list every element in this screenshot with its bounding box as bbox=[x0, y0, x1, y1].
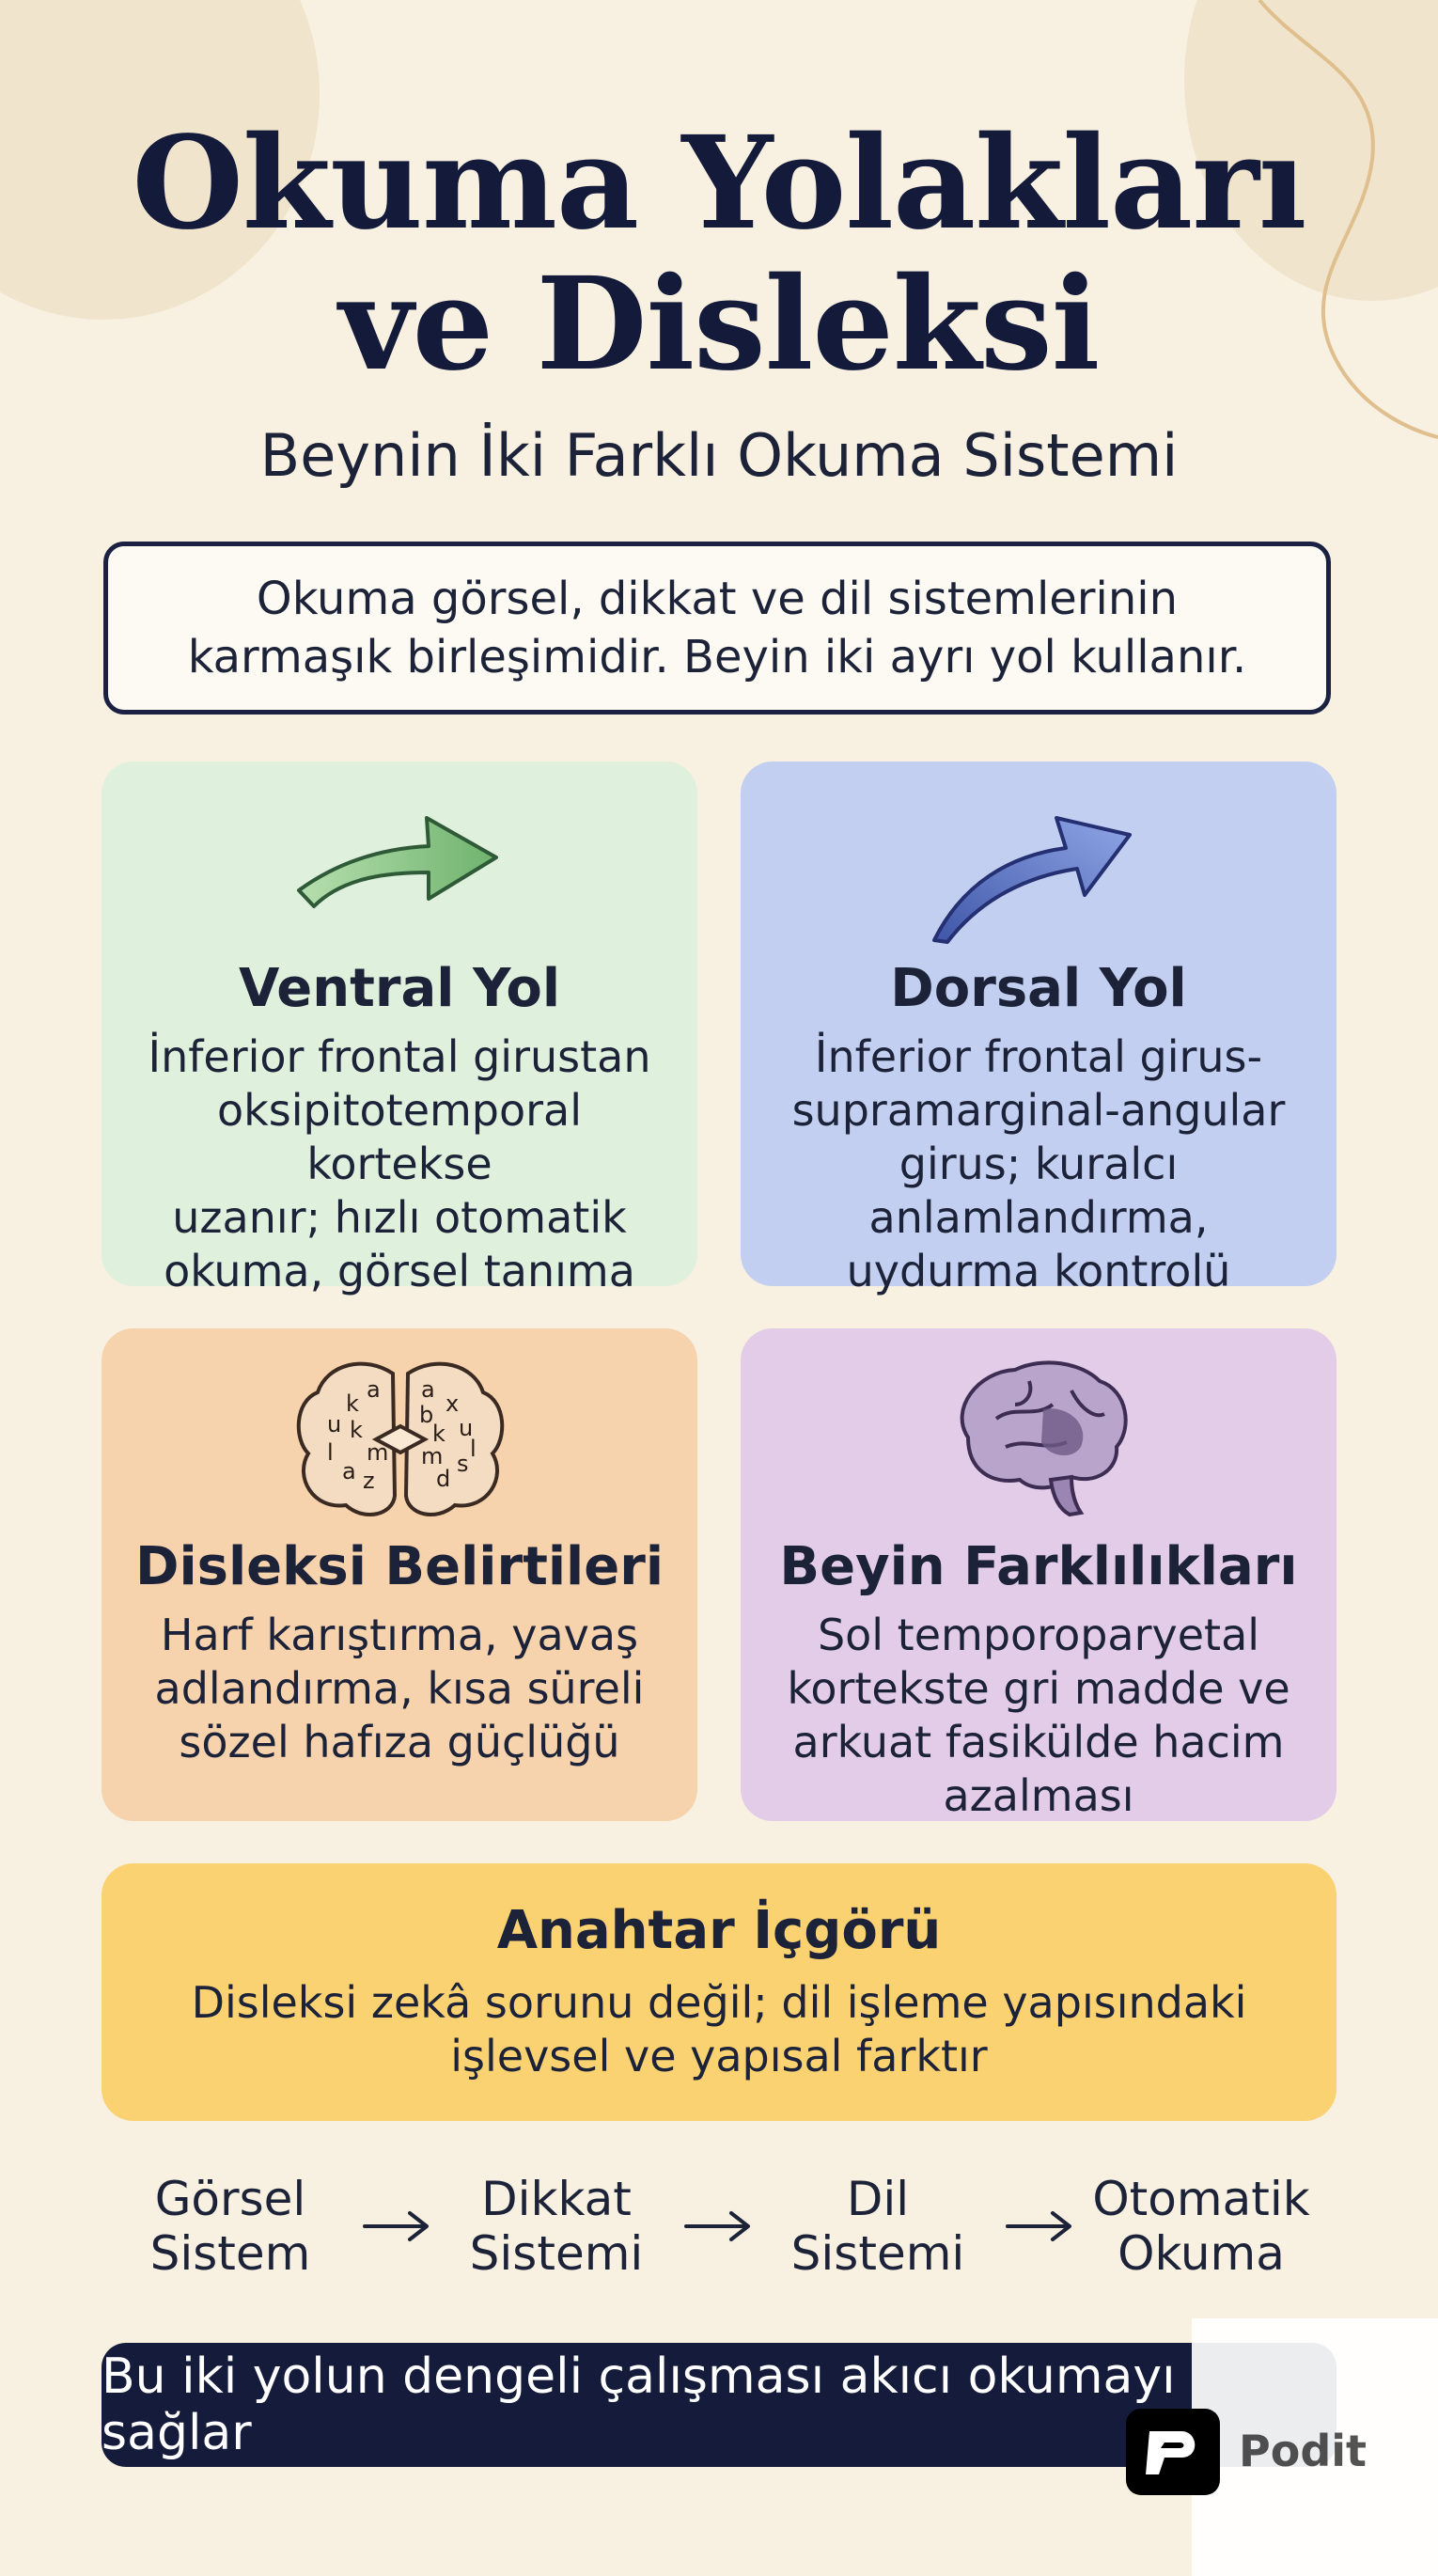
dorsal-line: İnferior frontal girus- bbox=[814, 1031, 1263, 1082]
flow-step-line: Görsel bbox=[154, 2172, 306, 2226]
key-insight-description bbox=[120, 1976, 1318, 2083]
flow-step bbox=[1060, 2172, 1342, 2281]
dorsal-line: girus; kuralcı anlamlandırma, bbox=[868, 1139, 1209, 1243]
brand-name: Podit bbox=[1239, 2426, 1368, 2476]
icon-letter: x bbox=[445, 1390, 460, 1417]
dyslexia-line: Harf karıştırma, yavaş bbox=[160, 1610, 639, 1660]
brain-icon bbox=[940, 1353, 1137, 1522]
key-insight-title: Anahtar İçgörü bbox=[496, 1900, 942, 1961]
dyslexia-symptoms-card bbox=[102, 1328, 697, 1821]
intro-line-1: Okuma görsel, dikkat ve dil sistemlerinin bbox=[256, 573, 1179, 625]
icon-letter: u bbox=[459, 1415, 474, 1441]
flow-step-line: Okuma bbox=[1118, 2226, 1285, 2281]
brain-differences-card bbox=[741, 1328, 1336, 1821]
flow-step-line: Dil bbox=[846, 2172, 910, 2226]
ventral-line: okuma, görsel tanıma bbox=[164, 1246, 635, 1296]
brain-line: Sol temporoparyetal bbox=[817, 1610, 1260, 1660]
ventral-line: uzanır; hızlı otomatik bbox=[172, 1192, 627, 1243]
brain-line: azalması bbox=[943, 1770, 1134, 1821]
brain-line: kortekste gri madde ve bbox=[787, 1663, 1290, 1714]
flow-step-line: Sistemi bbox=[469, 2226, 644, 2281]
dorsal-pathway-card bbox=[741, 762, 1336, 1296]
dyslexia-description bbox=[120, 1609, 679, 1769]
icon-letter: k bbox=[346, 1390, 359, 1417]
flow-step-line: Sistemi bbox=[790, 2226, 965, 2281]
brain-description bbox=[759, 1609, 1318, 1823]
key-insight-line: işlevsel ve yapısal farktır bbox=[450, 2031, 988, 2081]
icon-letter: m bbox=[421, 1443, 444, 1469]
page-title bbox=[0, 108, 1438, 400]
ventral-title: Ventral Yol bbox=[238, 958, 561, 1019]
footer-text: Bu iki yolun dengeli çalışması akıcı okumayı sağlar bbox=[102, 2348, 1176, 2461]
icon-letter: b bbox=[419, 1402, 434, 1428]
key-insight-card bbox=[102, 1863, 1336, 2121]
ventral-line: oksipitotemporal kortekse bbox=[216, 1085, 583, 1189]
title-line-1: Okuma Yolakları bbox=[132, 108, 1306, 259]
dyslexia-title: Disleksi Belirtileri bbox=[134, 1536, 664, 1597]
brain-line: arkuat fasikülde hacim bbox=[792, 1717, 1285, 1767]
ventral-pathway-card bbox=[102, 762, 697, 1296]
flow-step-line: Sistem bbox=[149, 2226, 311, 2281]
flow-step bbox=[737, 2172, 1019, 2281]
intro-line-2: karmaşık birleşimidir. Beyin iki ayrı yol kullanır. bbox=[187, 631, 1247, 683]
dyslexia-line: adlandırma, kısa süreli bbox=[154, 1663, 645, 1714]
dyslexia-line: sözel hafıza güçlüğü bbox=[179, 1717, 620, 1767]
icon-letter: l bbox=[327, 1439, 334, 1466]
podit-logo-icon bbox=[1126, 2409, 1220, 2495]
page-subtitle: Beynin İki Farklı Okuma Sistemi bbox=[259, 421, 1179, 490]
ventral-description bbox=[120, 1030, 679, 1298]
icon-letter: z bbox=[363, 1468, 375, 1494]
icon-letter: k bbox=[432, 1421, 445, 1447]
icon-letter: k bbox=[350, 1417, 363, 1443]
dorsal-title: Dorsal Yol bbox=[890, 958, 1187, 1019]
icon-letter: m bbox=[367, 1439, 389, 1466]
brain-title: Beyin Farklılıkları bbox=[779, 1536, 1298, 1597]
reading-flow bbox=[0, 2164, 1438, 2296]
blue-arrow-icon bbox=[925, 790, 1150, 950]
icon-letter: a bbox=[421, 1376, 435, 1403]
icon-letter: a bbox=[342, 1458, 356, 1484]
dorsal-description bbox=[759, 1030, 1318, 1298]
icon-letter: s bbox=[457, 1451, 469, 1477]
letter-brain-icon bbox=[289, 1355, 511, 1524]
flow-step bbox=[89, 2172, 371, 2281]
dorsal-line: uydurma kontrolü bbox=[846, 1246, 1231, 1296]
icon-letter: l bbox=[470, 1436, 477, 1462]
icon-letter: a bbox=[367, 1376, 381, 1403]
dorsal-line: supramarginal-angular bbox=[791, 1085, 1286, 1136]
key-insight-line: Disleksi zekâ sorunu değil; dil işleme yapısındaki bbox=[191, 1977, 1247, 2028]
icon-letter: u bbox=[327, 1411, 342, 1437]
flow-step bbox=[415, 2172, 697, 2281]
flow-step-line: Dikkat bbox=[481, 2172, 632, 2226]
icon-letter: d bbox=[436, 1466, 451, 1492]
ventral-line: İnferior frontal girustan bbox=[148, 1031, 651, 1082]
green-arrow-icon bbox=[288, 801, 513, 923]
flow-step-line: Otomatik bbox=[1092, 2172, 1310, 2226]
intro-box bbox=[103, 542, 1331, 715]
title-line-2: ve Disleksi bbox=[338, 249, 1100, 400]
